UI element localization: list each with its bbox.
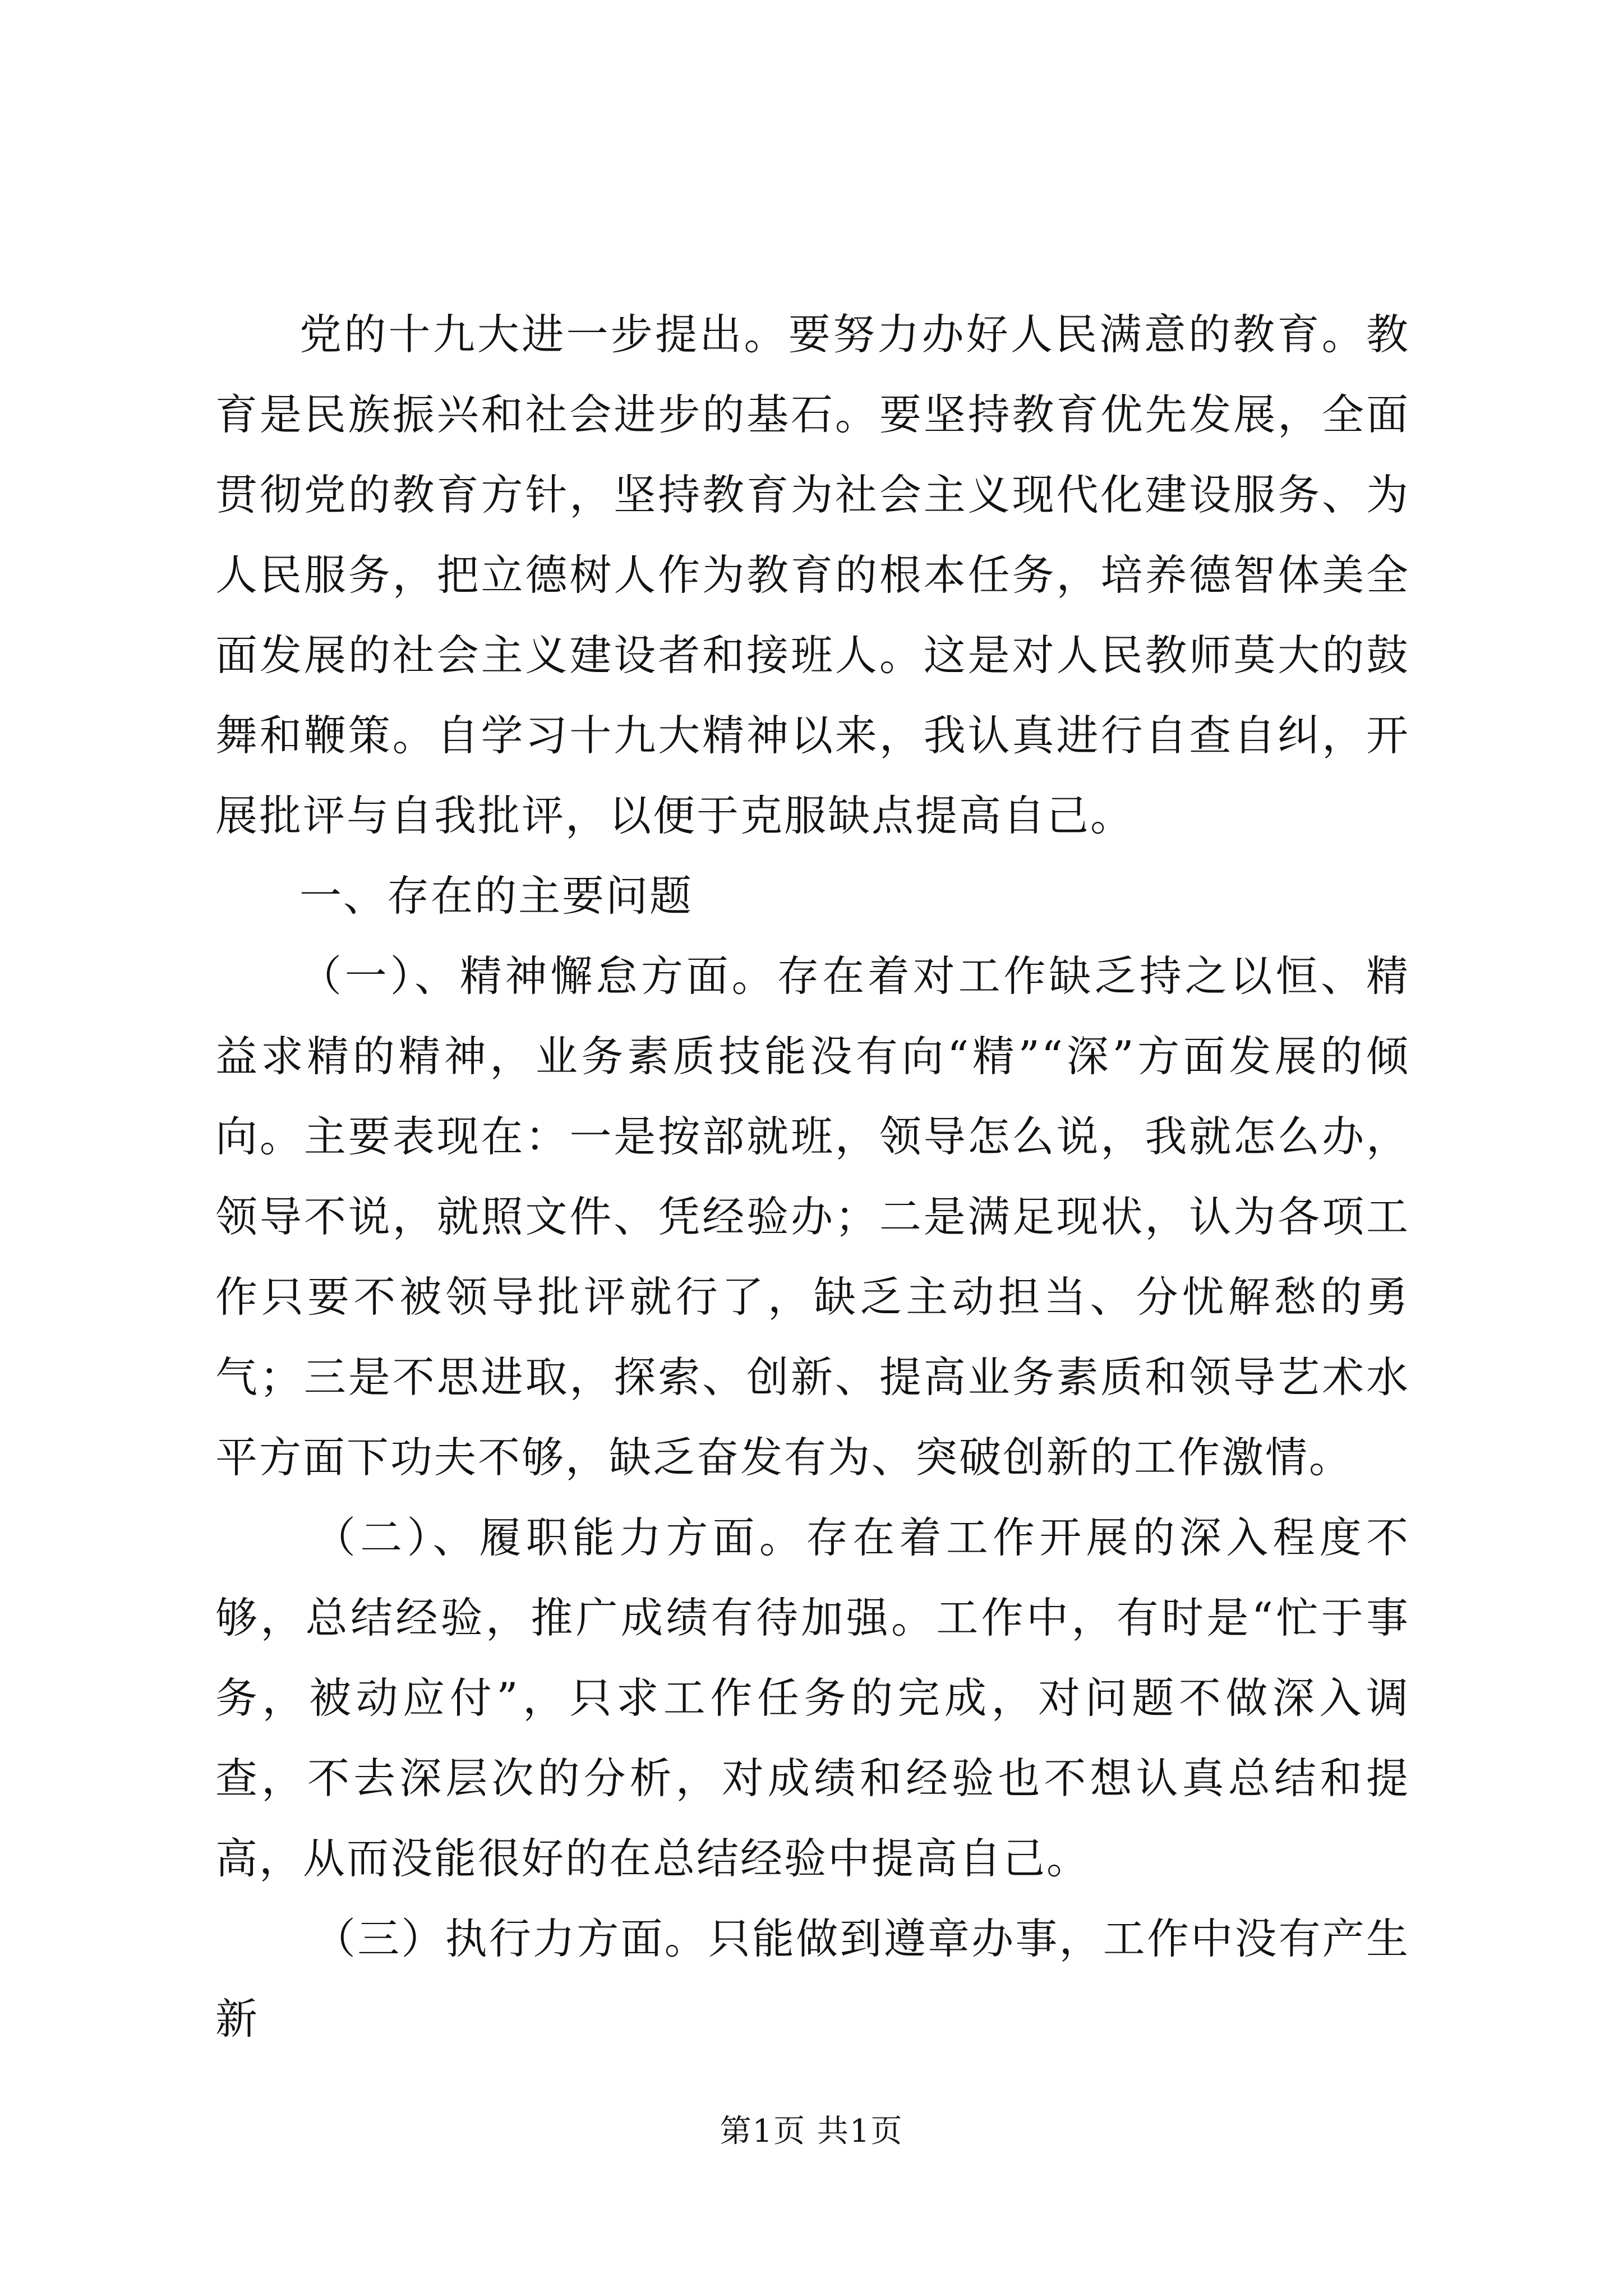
problem-item-3: （三）执行力方面。只能做到遵章办事，工作中没有产生新 <box>215 1914 1410 2044</box>
document-body <box>215 295 1410 2059</box>
problem-item-2: （二）、履职能力方面。存在着工作开展的深入程度不够，总结经验，推广成绩有待加强。工作中，有时是“忙于事务，被动应付”，只求工作任务的完成，对问题不做深入调查，不去深层次的分析，对成绩和经验也不想认真总结和提高，从而没能很好的在总结经验中提高自己。 <box>215 1513 1410 1883</box>
intro-paragraph: 党的十九大进一步提出。要努力办好人民满意的教育。教育是民族振兴和社会进步的基石。要坚持教育优先发展，全面贯彻党的教育方针，坚持教育为社会主义现代化建设服务、为人民服务，把立德树人作为教育的根本任务，培养德智体美全面发展的社会主义建设者和接班人。这是对人民教师莫大的鼓舞和鞭策。自学习十九大精神以来，我认真进行自查自纠，开展批评与自我批评，以便于克服缺点提高自己。 <box>215 310 1410 840</box>
problem-item-1: （一）、精神懈怠方面。存在着对工作缺乏持之以恒、精益求精的精神，业务素质技能没有向“精”“深”方面发展的倾向。主要表现在：一是按部就班，领导怎么说，我就怎么办，领导不说，就照文件、凭经验办；二是满足现状，认为各项工作只要不被领导批评就行了，缺乏主动担当、分忧解愁的勇气；三是不思进取，探索、创新、提高业务素质和领导艺术水平方面下功夫不够，缺乏奋发有为、突破创新的工作激情。 <box>215 951 1410 1482</box>
page-number-footer: 第1页 共1页 <box>720 2113 903 2150</box>
section-heading: 一、存在的主要问题 <box>299 871 694 921</box>
